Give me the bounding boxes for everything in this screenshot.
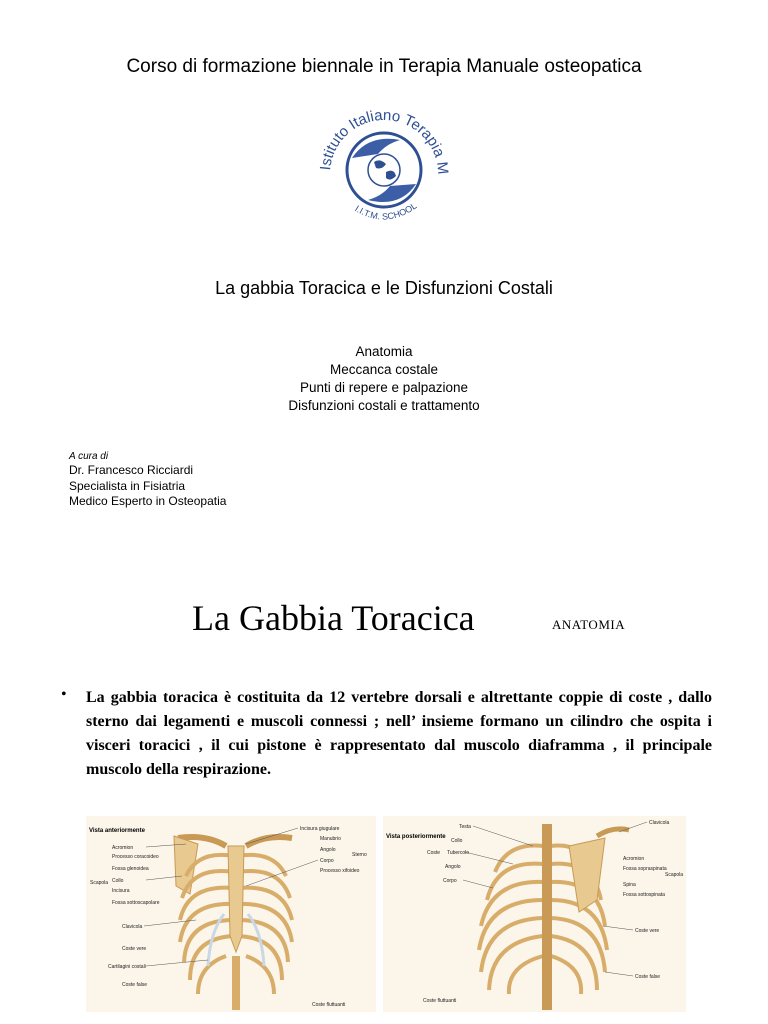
bullet-icon: •: [61, 686, 67, 703]
svg-text:Acromion: Acromion: [623, 856, 645, 862]
svg-text:Incisura: Incisura: [112, 888, 130, 894]
globe-icon: [368, 154, 400, 186]
credits-block: [69, 450, 226, 510]
figure-title: Vista posteriormente: [386, 834, 446, 840]
svg-text:Testa: Testa: [459, 824, 471, 830]
svg-text:Coste fluttuanti: Coste fluttuanti: [312, 1002, 346, 1008]
svg-text:Coste fluttuanti: Coste fluttuanti: [423, 998, 457, 1004]
svg-text:Collo: Collo: [451, 838, 463, 844]
svg-text:Processo xifoideo: Processo xifoideo: [320, 868, 360, 874]
svg-text:Manubrio: Manubrio: [320, 836, 341, 842]
svg-text:Spina: Spina: [623, 882, 636, 888]
svg-text:Angolo: Angolo: [320, 847, 336, 853]
svg-text:Clavicola: Clavicola: [649, 820, 670, 826]
figure-title: Vista anteriormente: [89, 828, 145, 834]
iitm-logo: [308, 96, 460, 238]
svg-text:Coste vere: Coste vere: [122, 946, 147, 952]
credits-line: Specialista in Fisiatria: [69, 478, 186, 493]
section-tag: ANATOMIA: [552, 617, 626, 632]
svg-text:Processo coracoideo: Processo coracoideo: [112, 854, 159, 860]
svg-text:Collo: Collo: [112, 878, 124, 884]
svg-text:Coste: Coste: [427, 850, 441, 856]
svg-text:Scapola: Scapola: [665, 872, 684, 878]
svg-text:Clavicola: Clavicola: [122, 924, 143, 930]
section-heading: La Gabbia Toracica: [192, 598, 475, 638]
svg-text:Fossa sottospinata: Fossa sottospinata: [623, 892, 665, 898]
logo-school-text: I.I.T.M. SCHOOL: [353, 200, 419, 222]
svg-text:Coste false: Coste false: [122, 982, 148, 988]
svg-text:Fossa sottoscapolare: Fossa sottoscapolare: [112, 900, 160, 906]
main-title: La gabbia Toracica e le Disfunzioni Costali: [215, 278, 553, 298]
svg-text:Coste false: Coste false: [635, 974, 661, 980]
logo-ring-text: Istituto Italiano Terapia M: [317, 106, 452, 176]
topic-item: Disfunzioni costali e trattamento: [288, 398, 480, 413]
topic-item: Meccanca costale: [329, 362, 439, 377]
topics-list: [0, 343, 768, 415]
credits-label: A cura di: [69, 451, 109, 462]
svg-text:Tubercolo: Tubercolo: [447, 850, 470, 856]
body-paragraph: La gabbia toracica è costituita da 12 vertebre dorsali e altrettante coppie di coste , dallo sterno dai legamenti e muscoli connessi ; nell’ insieme formano un cilindro che ospita i visceri toracici , il cui pistone è rappresentato dal muscolo diaframma , il principale muscolo della respirazione.: [86, 689, 712, 778]
svg-text:Coste vere: Coste vere: [635, 928, 660, 934]
svg-text:Corpo: Corpo: [320, 858, 334, 864]
course-title: Corso di formazione biennale in Terapia Manuale osteopatica: [126, 56, 642, 77]
svg-text:Sterno: Sterno: [352, 852, 367, 858]
rib-cage-anterior-figure: [86, 816, 376, 1012]
svg-text:Incisura giugulare: Incisura giugulare: [300, 826, 340, 832]
topic-item: Punti di repere e palpazione: [299, 380, 469, 395]
svg-text:Scapola: Scapola: [90, 880, 109, 886]
logo-graphic: [308, 96, 460, 238]
svg-text:Fossa glenoidea: Fossa glenoidea: [112, 866, 149, 872]
svg-text:Fossa sopraspinata: Fossa sopraspinata: [623, 866, 667, 872]
svg-text:Acromion: Acromion: [112, 845, 134, 851]
credits-line: Dr. Francesco Ricciardi: [69, 463, 194, 477]
svg-text:Cartilagini costali: Cartilagini costali: [108, 964, 146, 970]
svg-text:Corpo: Corpo: [443, 878, 457, 884]
rib-cage-posterior-figure: [383, 816, 686, 1012]
svg-text:Angolo: Angolo: [445, 864, 461, 870]
topic-item: Anatomia: [355, 344, 413, 359]
credits-line: Medico Esperto in Osteopatia: [69, 494, 227, 508]
